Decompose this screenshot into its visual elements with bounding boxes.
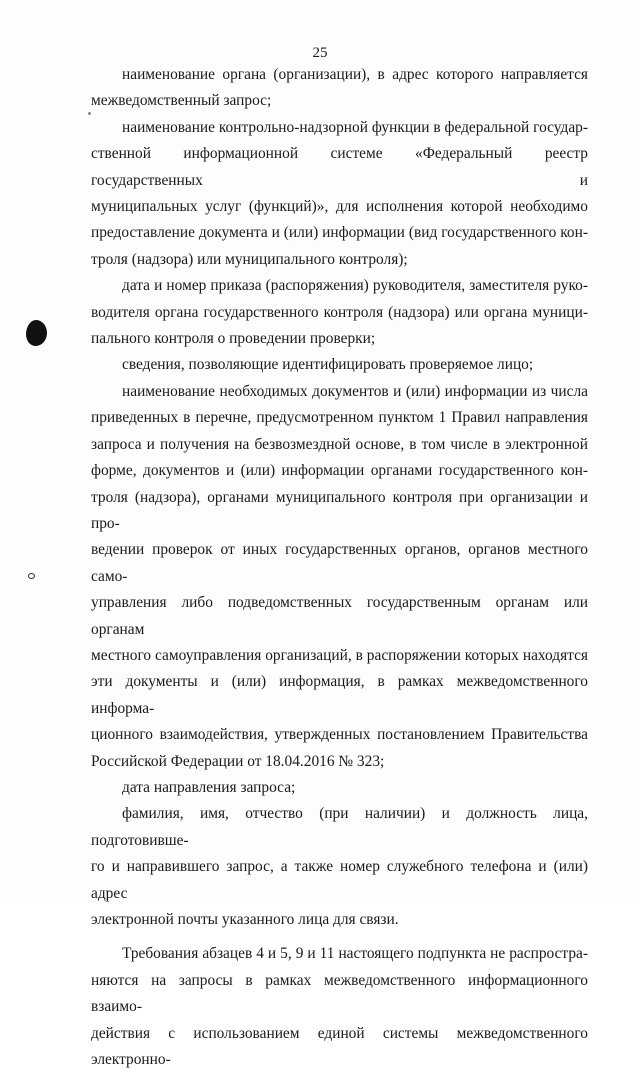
text-line: местного самоуправления организаций, в распоряжении которых находятся bbox=[91, 646, 588, 664]
hole-punch-mark bbox=[26, 320, 47, 346]
text-line: фамилия, имя, отчество (при наличии) и должность лица, подготовивше- bbox=[91, 805, 588, 849]
text-line: дата и номер приказа (распоряжения) руководителя, заместителя руко- bbox=[122, 277, 588, 295]
text-line: межведомственный запрос; bbox=[91, 92, 272, 110]
paragraph bbox=[91, 775, 588, 801]
page-number: 25 bbox=[312, 45, 328, 61]
text-line: го и направившего запрос, а также номер служебного телефона и (или) адрес bbox=[91, 858, 588, 902]
text-line: дата направления запроса; bbox=[122, 778, 296, 796]
paragraph bbox=[91, 273, 588, 352]
text-line: предоставление документа и (или) информации (вид государственного кон- bbox=[91, 224, 588, 242]
text-line: сведения, позволяющие идентифицировать проверяемое лицо; bbox=[122, 356, 534, 374]
text-line: водителя органа государственного контроля (надзора) или органа муници- bbox=[91, 303, 588, 321]
text-line: Российской Федерации от 18.04.2016 № 323; bbox=[91, 752, 385, 770]
text-line: троля (надзора) или муниципального контроля); bbox=[91, 250, 408, 268]
text-line: форме, документов и (или) информации органами государственного кон- bbox=[91, 462, 588, 480]
text-line: ционного взаимодействия, утвержденных постановлением Правительства bbox=[91, 726, 588, 744]
text-line: электронной почты указанного лица для связи. bbox=[91, 911, 399, 928]
paragraph bbox=[91, 62, 588, 115]
text-line: наименование органа (организации), в адрес которого направляется bbox=[122, 66, 588, 83]
paragraph bbox=[91, 115, 588, 273]
text-line: приведенных в перечне, предусмотренном пунктом 1 Правил направления bbox=[91, 409, 588, 427]
paragraph bbox=[91, 801, 588, 933]
scan-artifact bbox=[28, 573, 35, 579]
paragraph bbox=[91, 379, 588, 775]
text-line: запроса и получения на безвозмездной основе, в том числе в электронной bbox=[91, 435, 588, 453]
text-line: наименование контрольно-надзорной функции в федеральной государ- bbox=[122, 118, 588, 136]
text-line: муниципальных услуг (функций)», для исполнения которой необходимо bbox=[91, 198, 588, 216]
text-line: управления либо подведомственных государственным органам или органам bbox=[91, 594, 588, 638]
text-line: троля (надзора), органами муниципального контроля при организации и про- bbox=[91, 488, 588, 532]
text-line: эти документы и (или) информация, в рамках межведомственного информа- bbox=[91, 673, 588, 717]
text-line: няются на запросы в рамках межведомственного информационного взаимо- bbox=[91, 971, 588, 1016]
text-line: Требования абзацев 4 и 5, 9 и 11 настоящего подпункта не распростра- bbox=[122, 945, 588, 963]
text-line: ственной информационной системе «Федеральный реестр государственных и bbox=[91, 145, 588, 189]
text-line: ведении проверок от иных государственных органов, органов местного само- bbox=[91, 541, 588, 585]
text-line: наименование необходимых документов и (или) информации из числа bbox=[122, 382, 588, 400]
document-body bbox=[91, 62, 588, 1073]
text-line: действия с использованием единой системы межведомственного электронно- bbox=[91, 1024, 588, 1069]
paragraph bbox=[91, 352, 588, 378]
paragraph bbox=[91, 941, 588, 1073]
text-line: пального контроля о проведении проверки; bbox=[91, 330, 376, 348]
